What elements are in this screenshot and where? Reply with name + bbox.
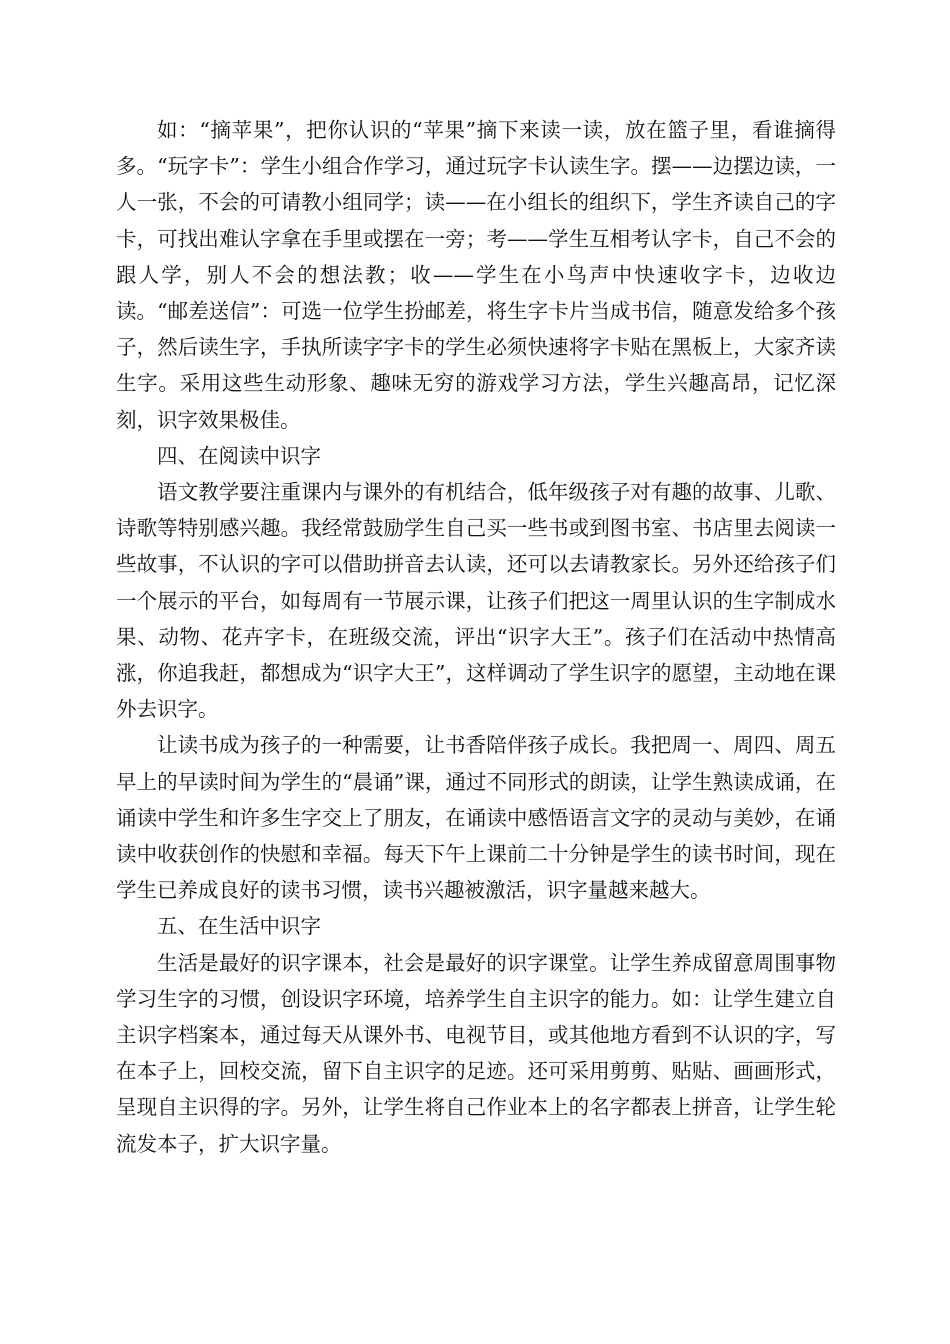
section-heading-life: 五、在生活中识字	[157, 914, 321, 939]
document-body	[116, 112, 836, 1162]
paragraph-life: 生活是最好的识字课本，社会是最好的识字课堂。让学生养成留意周围事物学习生字的习惯，创设识字环境，培养学生自主识字的能力。如：让学生建立自主识字档案本，通过每天从课外书、电视节目，或其他地方看到不认识的字，写在本子上，回校交流，留下自主识字的足迹。还可采用剪剪、贴贴、画画形式，呈现自主识得的字。另外，让学生将自己作业本上的名字都表上拼音，让学生轮流发本子，扩大识字量。	[116, 950, 836, 1156]
paragraph-reading: 语文教学要注重课内与课外的有机结合，低年级孩子对有趣的故事、儿歌、诗歌等特别感兴趣。我经常鼓励学生自己买一些书或到图书室、书店里去阅读一些故事，不认识的字可以借助拼音去认读，还可以去请教家长。另外还给孩子们一个展示的平台，如每周有一节展示课，让孩子们把这一周里认识的生字制成水果、动物、花卉字卡，在班级交流，评出“识字大王”。孩子们在活动中热情高涨，你追我赶，都想成为“识字大王”，这样调动了学生识字的愿望，主动地在课外去识字。	[116, 480, 836, 722]
paragraph-games: 如：“摘苹果”，把你认识的“苹果”摘下来读一读，放在篮子里，看谁摘得多。“玩字卡”：学生小组合作学习，通过玩字卡认读生字。摆——边摆边读，一人一张，不会的可请教小组同学；读——在小组长的组织下，学生齐读自己的字卡，可找出难认字拿在手里或摆在一旁；考——学生互相考认字卡，自己不会的跟人学，别人不会的想法教；收——学生在小鸟声中快速收字卡，边收边读。“邮差送信”：可选一位学生扮邮差，将生字卡片当成书信，随意发给多个孩子，然后读生字，手执所读字字卡的学生必须快速将字卡贴在黑板上，大家齐读生字。采用这些生动形象、趣味无穷的游戏学习方法，学生兴趣高昂，记忆深刻，识字效果极佳。	[116, 118, 836, 432]
paragraph-morning-reading: 让读书成为孩子的一种需要，让书香陪伴孩子成长。我把周一、周四、周五早上的早读时间为学生的“晨诵”课，通过不同形式的朗读，让学生熟读成诵，在诵读中学生和许多生字交上了朋友，在诵读中感悟语言文字的灵动与美妙，在诵读中收获创作的快慰和幸福。每天下午上课前二十分钟是学生的读书时间，现在学生已养成良好的读书习惯，读书兴趣被激活，识字量越来越大。	[116, 733, 836, 903]
section-heading-reading: 四、在阅读中识字	[157, 443, 321, 468]
